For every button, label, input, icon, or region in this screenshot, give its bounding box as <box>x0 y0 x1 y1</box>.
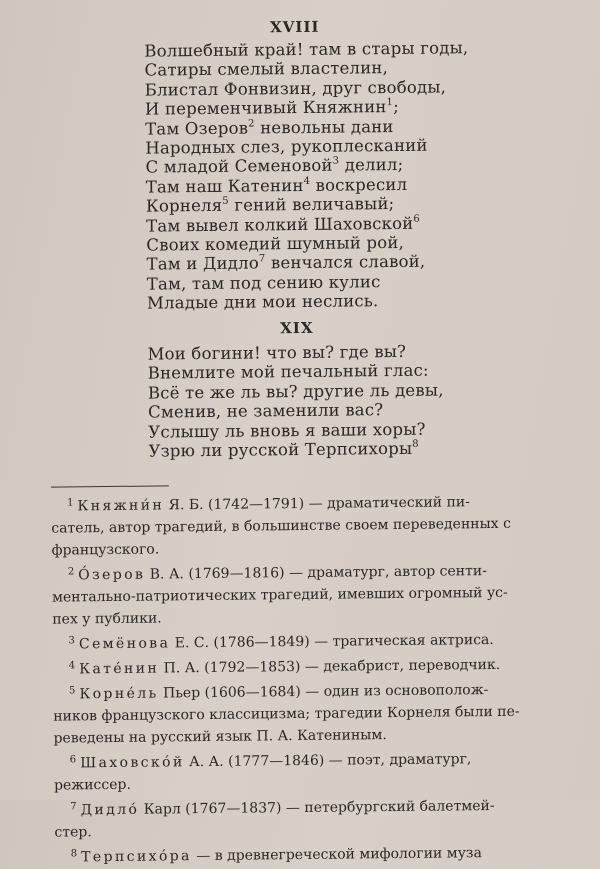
footnote-number: 6 <box>69 754 77 766</box>
footnote-number: 2 <box>67 566 75 578</box>
verse-text: Народных слез, рукоплесканий <box>145 135 428 158</box>
verse-text: Мои богини! что вы? где вы? <box>147 341 407 364</box>
verse-text: Сменив, не заменили вас? <box>148 400 384 422</box>
verse-text: Сатиры смелый властелин, <box>144 58 389 81</box>
verse-text-continued: ; <box>393 97 400 117</box>
verse-text: Узрю ли русской Терпсихоры <box>148 438 413 461</box>
verse-line <box>148 380 444 403</box>
verse-text: Волшебный край! там в стары годы, <box>144 38 469 61</box>
verse-text: Услышу ль вновь я ваши хоры? <box>148 419 426 442</box>
verse-text-continued: делил; <box>339 155 404 176</box>
footnote-name: Корне́ль <box>79 685 159 703</box>
footnote-text: стер. <box>54 824 92 841</box>
footnote-text: Я. Б. (1742—1791) — драматический пи- <box>164 494 471 514</box>
verse-text: Там и Дидло <box>146 253 260 275</box>
footnote-line <box>55 838 560 868</box>
verse-text: Всё те же ль вы? другие ль девы, <box>147 380 444 403</box>
footnote-marker: 8 <box>412 438 419 450</box>
verse-text: И переменчивый Княжнин <box>144 97 387 119</box>
verse-text: Корнеля <box>145 196 223 216</box>
footnote-number: 5 <box>68 685 76 697</box>
footnote-text: пех у публики. <box>52 610 162 628</box>
footnote-text: П. А. (1792—1853) — декабрист, переводчик. <box>159 656 501 677</box>
footnote-text: ников французского классицизма; трагедии Корнеля были пе- <box>53 703 520 725</box>
verse-line <box>145 77 469 100</box>
footnote-marker: 7 <box>258 253 266 265</box>
footnote-divider <box>51 485 169 487</box>
footnote-number: 7 <box>70 801 77 813</box>
footnote-name: Княжни́н <box>77 497 165 515</box>
footnote <box>51 487 557 561</box>
footnote-text: французского. <box>51 541 160 559</box>
footnote-text: Карл (1767—1837) — петербургский балетмей- <box>139 797 495 818</box>
footnote-text: А. А. (1777—1846) — поэт, драматург, <box>184 751 472 771</box>
verse-text: Там вывел колкий Шаховской <box>146 213 414 236</box>
footnote-text: — в древнегреческой мифологии муза <box>191 845 482 865</box>
footnote-text: Е. С. (1786—1849) — трагическая актриса. <box>170 631 494 652</box>
footnote-number: 3 <box>68 635 75 647</box>
footnote-marker: 6 <box>413 213 421 225</box>
verse-text: Младые дни мои неслись. <box>146 291 379 313</box>
footnote-name: Семёнова <box>78 635 171 653</box>
verse-line <box>146 252 470 275</box>
verse-text: Там наш Катенин <box>145 175 304 197</box>
footnote-line <box>54 791 559 821</box>
footnote <box>54 744 559 796</box>
footnote-text: ментально-патриотических трагедий, имевших огромный ус- <box>51 584 508 606</box>
footnote-marker: 4 <box>303 175 311 187</box>
stanza-xviii <box>144 38 471 313</box>
stanza-heading-xix: XIX <box>280 318 314 338</box>
verse-line <box>145 135 469 158</box>
verse-text: Своих комедий шумный рой, <box>146 232 405 255</box>
footnote <box>54 791 559 843</box>
footnote-number: 4 <box>68 660 76 672</box>
verse-text: Внемлите мой печальный глас: <box>147 361 429 383</box>
footnote-text: В. А. (1769—1816) — драматург, автор сенти- <box>145 563 487 583</box>
footnote-marker: 3 <box>332 156 340 168</box>
verse-text-continued: воскресил <box>310 174 408 195</box>
verse-line <box>147 290 471 313</box>
footnote <box>52 556 558 630</box>
footnote-text: Пьер (1606—1684) — один из основополож- <box>158 682 489 702</box>
footnote-text: режиссер. <box>53 776 131 794</box>
verse-text: Там Озеров <box>145 118 249 139</box>
footnote <box>53 675 559 749</box>
footnote <box>55 838 560 868</box>
footnote-number: 1 <box>67 497 74 509</box>
verse-text: С младой Семеновой <box>145 156 333 178</box>
verse-line <box>148 439 444 462</box>
footnote-text: реведены на русский язык П. А. Катениным. <box>53 727 387 747</box>
footnotes <box>51 487 560 868</box>
verse-text-continued: гений величавый; <box>228 194 395 215</box>
stanza-xix <box>147 341 444 461</box>
footnote-name: Дидло́ <box>80 801 140 819</box>
footnote-name: Терпсихо́ра <box>81 848 192 866</box>
footnote-marker: 5 <box>222 195 229 208</box>
footnote-marker: 1 <box>386 97 394 109</box>
footnote-name: О́зеров <box>78 566 146 584</box>
footnote-text: сатель, автор трагедий, в большинстве своем переведенных с <box>51 515 511 537</box>
verse-line <box>144 38 468 61</box>
footnote-number: 8 <box>70 848 78 860</box>
verse-text: Там, там под сению кулис <box>146 272 381 294</box>
footnote-marker: 2 <box>248 118 255 130</box>
verse-text-continued: венчался славой, <box>265 252 426 273</box>
verse-text: Блистал Фонвизин, друг свободы, <box>144 77 447 100</box>
footnote-name: Шаховско́й <box>80 754 185 772</box>
stanza-heading-xviii: XVIII <box>270 17 320 37</box>
verse-text-continued: невольны дани <box>254 116 394 138</box>
footnote-name: Кате́нин <box>79 660 160 678</box>
